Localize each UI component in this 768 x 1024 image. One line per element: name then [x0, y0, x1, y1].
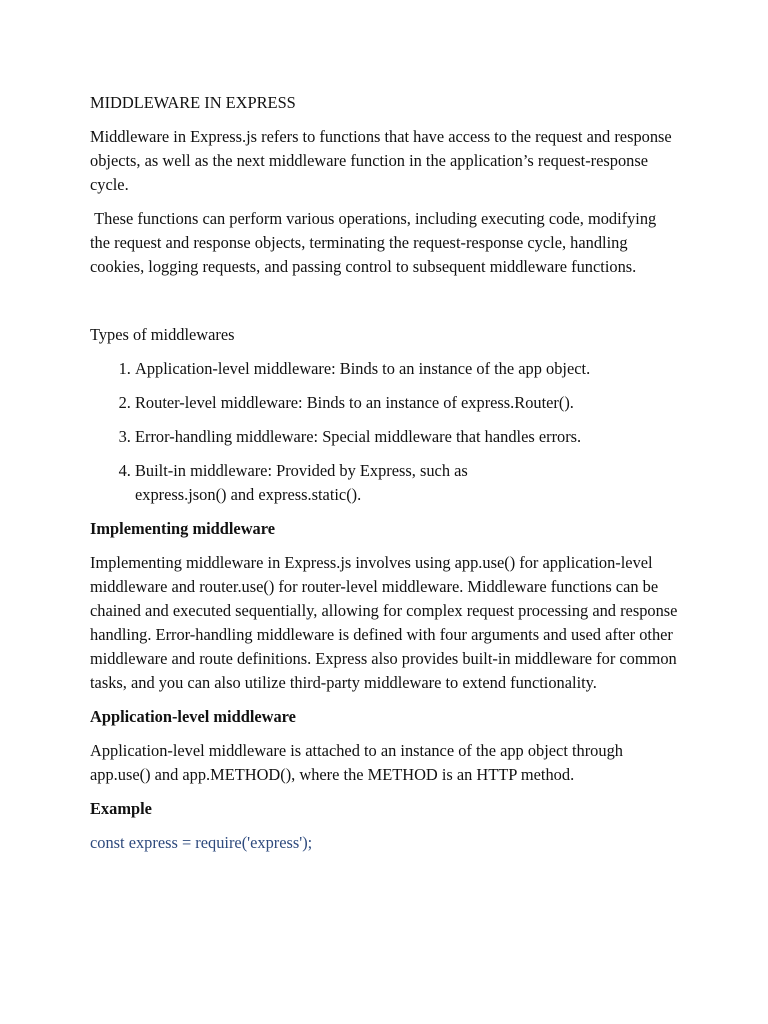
intro-paragraph-1: Middleware in Express.js refers to functions that have access to the request and response objects, as well as the next middleware function in the application’s request-response cycle. [90, 127, 672, 194]
document-page [90, 91, 680, 855]
example-heading: Example [90, 799, 152, 818]
document-title: MIDDLEWARE IN EXPRESS [90, 93, 296, 112]
types-list-item: 3. Error-handling middleware: Special middleware that handles errors. [135, 425, 680, 449]
types-list-item [135, 459, 495, 507]
app-level-paragraph: Application-level middleware is attached to an instance of the app object through app.use() and app.METHOD(), where the METHOD is an HTTP method. [90, 741, 623, 784]
types-list [90, 357, 680, 507]
intro-paragraph-2 [90, 207, 680, 279]
code-line: const express = require('express'); [90, 833, 313, 852]
types-list-item-text: Built-in middleware: Provided by Express, such as express.json() and express.static(). [135, 461, 468, 504]
implementing-heading: Implementing middleware [90, 519, 275, 538]
types-heading: Types of middlewares [90, 325, 235, 344]
app-level-heading: Application-level middleware [90, 707, 296, 726]
blank-line [90, 289, 680, 323]
types-list-item: 2. Router-level middleware: Binds to an instance of express.Router(). [135, 391, 680, 415]
intro-paragraph-2-text: These functions can perform various operations, including executing code, modifying the request and response objects, terminating the request-response cycle, handling cookies, logging requests, and passing control to subsequent middleware functions. [90, 209, 657, 276]
types-list-item: 1. Application-level middleware: Binds to an instance of the app object. [135, 357, 680, 381]
implementing-paragraph: Implementing middleware in Express.js involves using app.use() for application-level middleware and router.use() for router-level middleware. Middleware functions can be chained and executed sequentially, allowing for complex request processing and response handling. Error-handling middleware is defined with four arguments and used after other middleware and route definitions. Express also provides built-in middleware for common tasks, and you can also utilize third-party middleware to extend functionality. [90, 553, 678, 692]
